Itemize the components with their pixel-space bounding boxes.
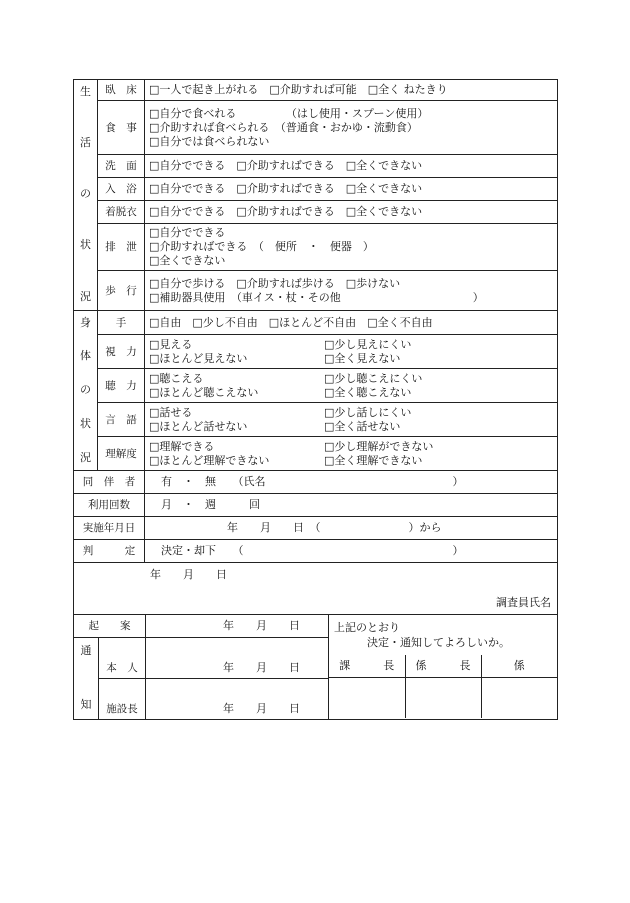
life-char: 生: [80, 85, 91, 98]
approval-seal-box[interactable]: [329, 678, 405, 719]
speech-options[interactable]: □話せる □少し話しにくい □ほとんど話せない □全く話せない: [145, 403, 558, 437]
comprehension-options[interactable]: □理解できる □少し理解ができない □ほとんど理解できない □全く理解できない: [145, 437, 558, 471]
approval-area: [74, 615, 558, 720]
vision-options[interactable]: □見える □少し見えにくい □ほとんど見えない □全く見えない: [145, 335, 558, 369]
notice-person-date[interactable]: 年 月 日: [223, 661, 300, 674]
bed-options[interactable]: □一人で起き上がれる □介助すれば可能 □全く ねたきり: [145, 80, 558, 101]
investigator-block[interactable]: [74, 563, 558, 615]
approval-text-1: 上記のとおり: [334, 621, 400, 634]
approval-seal-table: [329, 655, 557, 718]
notice-director-label: 施設長: [99, 679, 146, 719]
row-label-dressing: 着脱衣: [98, 201, 145, 224]
row-label-excretion: 排 泄: [98, 224, 145, 271]
body-char: 身: [80, 316, 91, 329]
approval-text-2: 決定・通知してよろしいか。: [367, 636, 510, 649]
life-section-label: [74, 80, 98, 311]
notice-label: [74, 638, 99, 719]
approval-seal-box[interactable]: [481, 678, 557, 719]
hand-options[interactable]: □自由 □少し不自由 □ほとんど不自由 □全く不自由: [145, 311, 558, 335]
row-label-walking: 歩 行: [98, 271, 145, 311]
life-char: の: [80, 187, 91, 200]
body-char: 況: [80, 451, 91, 464]
excretion-options[interactable]: □自分でできる □介助すればできる （ 便所 ・ 便器 ） □全くできない: [145, 224, 558, 271]
body-char: 体: [80, 349, 91, 362]
life-char: 状: [80, 238, 91, 251]
hearing-options[interactable]: □聴こえる □少し聴こえにくい □ほとんど聴こえない □全く聴こえない: [145, 369, 558, 403]
investigator-name-label: 調査員氏名: [496, 596, 551, 609]
notice-char: 知: [80, 698, 92, 711]
life-char: 活: [80, 136, 91, 149]
bath-options[interactable]: □自分でできる □介助すればできる □全くできない: [145, 178, 558, 201]
life-char: 況: [80, 290, 91, 303]
row-label-comprehension: 理解度: [98, 437, 145, 471]
row-label-wash: 洗 面: [98, 155, 145, 178]
approval-block: [328, 615, 557, 719]
judge-field[interactable]: 決定・却下 （ ）: [145, 540, 558, 563]
date-field[interactable]: 年 月 日 （ ）から: [145, 517, 558, 540]
body-char: の: [80, 383, 91, 396]
approval-head: 係 長: [405, 655, 481, 678]
meal-options[interactable]: □自分で食べれる （はし使用・スプーン使用） □介助すれば食べられる （普通食・おかゆ・流動食） □自分では食べられない: [145, 101, 558, 155]
wash-options[interactable]: □自分でできる □介助すればできる □全くできない: [145, 155, 558, 178]
notice-char: 通: [80, 644, 92, 657]
date-label: 実施年月日: [74, 517, 145, 540]
approval-head: 係: [481, 655, 557, 678]
draft-label: 起 案: [74, 615, 146, 637]
approval-seal-box[interactable]: [405, 678, 481, 719]
judge-label: 判 定: [74, 540, 145, 563]
body-char: 状: [80, 417, 91, 430]
row-label-hearing: 聴 力: [98, 369, 145, 403]
row-label-meal: 食 事: [98, 101, 145, 155]
draft-date[interactable]: 年 月 日: [223, 619, 300, 632]
walking-options[interactable]: □自分で歩ける □介助すれば歩ける □歩けない □補助器具使用 （車イス・杖・その他 ）: [145, 271, 558, 311]
row-label-speech: 言 語: [98, 403, 145, 437]
row-label-hand: 手: [98, 311, 145, 335]
dressing-options[interactable]: □自分でできる □介助すればできる □全くできない: [145, 201, 558, 224]
notice-director-date[interactable]: 年 月 日: [223, 702, 300, 715]
row-label-bath: 入 浴: [98, 178, 145, 201]
assessment-form: [73, 79, 558, 720]
investigator-date: 年 月 日: [150, 568, 227, 581]
row-label-vision: 視 力: [98, 335, 145, 369]
body-section-label: [74, 311, 98, 471]
usage-field[interactable]: 月 ・ 週 回: [145, 494, 558, 517]
companion-field[interactable]: 有 ・ 無 （氏名 ）: [145, 471, 558, 494]
notice-person-label: 本 人: [99, 638, 146, 678]
row-label-bed: 臥 床: [98, 80, 145, 101]
usage-label: 利用回数: [74, 494, 145, 517]
companion-label: 同 伴 者: [74, 471, 145, 494]
approval-head: 課 長: [329, 655, 405, 678]
